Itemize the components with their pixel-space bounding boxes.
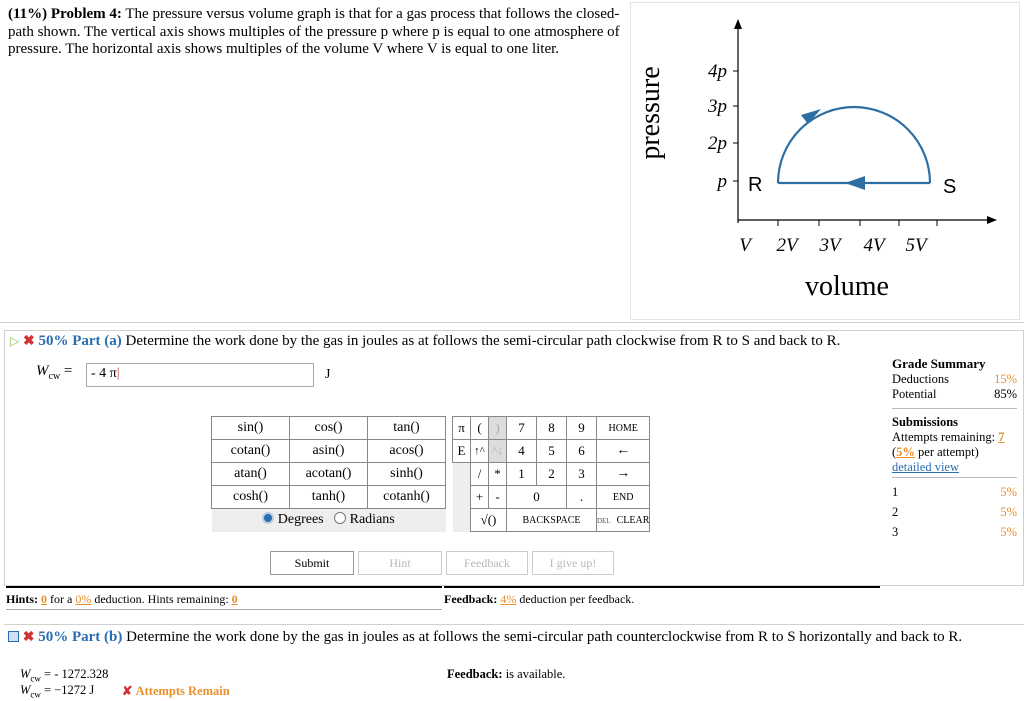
x-tick-label-5v: 5V: [905, 235, 927, 256]
part-a-percent: 50%: [38, 333, 69, 349]
part-b-answer-2-sub: cw: [30, 689, 41, 700]
key-clear-row: [597, 509, 650, 532]
key-7[interactable]: 7: [507, 417, 537, 440]
key-8[interactable]: 8: [537, 417, 567, 440]
attempts-remain-text: Attempts Remain: [135, 684, 230, 698]
detailed-view-link[interactable]: detailed view: [892, 460, 959, 474]
y-axis-title: pressure: [635, 66, 666, 160]
key-cos[interactable]: cos(): [290, 417, 368, 440]
key-rparen[interactable]: ): [489, 417, 507, 440]
collapse-icon[interactable]: [8, 631, 19, 642]
key-cotan[interactable]: cotan(): [212, 440, 290, 463]
part-a-header: [10, 333, 840, 350]
key-star[interactable]: *: [489, 463, 507, 486]
key-sin[interactable]: sin(): [212, 417, 290, 440]
per-attempt-open: (: [892, 445, 897, 459]
grade-summary-title: Grade Summary: [892, 356, 986, 371]
key-plus[interactable]: +: [471, 486, 489, 509]
key-sinh[interactable]: sinh(): [368, 463, 446, 486]
submission-pct-3: 5%: [1000, 525, 1017, 539]
left-arrow-icon[interactable]: ←: [597, 440, 650, 463]
key-home[interactable]: HOME: [597, 417, 650, 440]
right-arrow-icon[interactable]: →: [597, 463, 650, 486]
key-dot[interactable]: .: [567, 486, 597, 509]
part-b-feedback-text: is available.: [505, 667, 566, 681]
point-s-label: S: [943, 176, 957, 198]
part-b-answer-2-value: = −1272 J: [44, 683, 95, 697]
part-b-answer-1-var: W: [20, 667, 31, 681]
hint-button[interactable]: Hint: [358, 551, 442, 575]
x-axis-title: volume: [805, 271, 889, 302]
x-tick-label-3v: 3V: [819, 235, 841, 256]
per-attempt-pct: 5%: [896, 445, 915, 459]
radians-radio[interactable]: [334, 512, 346, 524]
feedback-line: [444, 586, 880, 610]
key-blank-2: [453, 486, 471, 509]
answer-label: [36, 363, 72, 382]
submission-num-2: 2: [892, 505, 899, 519]
key-e[interactable]: E: [453, 440, 471, 463]
submissions-title: Submissions: [892, 415, 959, 429]
key-minus[interactable]: -: [489, 486, 507, 509]
potential-value: 85%: [994, 387, 1017, 401]
angle-mode-row: [212, 509, 446, 532]
submission-pct-2: 5%: [1000, 505, 1017, 519]
key-up[interactable]: ↑^: [471, 440, 489, 463]
key-acotan[interactable]: acotan(): [290, 463, 368, 486]
part-b-feedback: [447, 667, 565, 682]
give-up-button[interactable]: I give up!: [532, 551, 614, 575]
wrong-x-icon: ✖: [22, 334, 35, 349]
part-b-answer-1: [20, 667, 108, 684]
line-arrowhead: [845, 176, 865, 190]
hints-deduction-text: deduction. Hints remaining:: [94, 592, 229, 606]
problem-percent: (11%): [8, 6, 48, 22]
key-0[interactable]: 0: [507, 486, 567, 509]
attempts-value: 7: [998, 430, 1005, 444]
problem-text: The pressure versus volume graph is that for a gas process that follows the closed-path shown. The vertical axis shows multiples of the pressure p where p is equal to one atmosphere of pressure. The horizontal axis shows multiples of the volume V where V is equal to one liter.: [8, 6, 620, 57]
submission-num-3: 3: [892, 525, 899, 539]
section-divider: [0, 322, 1024, 323]
key-clear[interactable]: CLEAR: [616, 514, 650, 526]
wrong-x-icon-b: ✖: [22, 630, 35, 645]
key-3[interactable]: 3: [567, 463, 597, 486]
part-b-percent: 50%: [38, 629, 69, 645]
part-b-answer-1-value: = - 1272.328: [44, 667, 109, 681]
key-4[interactable]: 4: [507, 440, 537, 463]
key-tan[interactable]: tan(): [368, 417, 446, 440]
key-sqrt[interactable]: √(): [471, 509, 507, 532]
key-9[interactable]: 9: [567, 417, 597, 440]
feedback-pct: 4%: [500, 592, 517, 606]
part-b-label: Part (b): [71, 629, 123, 645]
key-atan[interactable]: atan(): [212, 463, 290, 486]
pv-graph: [631, 3, 1021, 321]
deductions-label: Deductions: [892, 372, 949, 386]
hints-label: Hints:: [6, 592, 39, 606]
feedback-label: Feedback:: [444, 592, 498, 606]
problem-title: Problem 4:: [50, 6, 122, 22]
part-b-question: Determine the work done by the gas in joules as at follows the semi-circular path counterclockwise from R to S horizontally and back to R.: [126, 629, 963, 645]
answer-variable: W: [36, 363, 49, 379]
radians-label: Radians: [349, 512, 395, 528]
key-lparen[interactable]: (: [471, 417, 489, 440]
key-end[interactable]: END: [597, 486, 650, 509]
key-backspace[interactable]: BACKSPACE: [507, 509, 597, 532]
submission-num-1: 1: [892, 485, 899, 499]
numeric-keypad: [452, 416, 650, 532]
answer-subscript: cw: [48, 371, 61, 382]
answer-value: - 4 π: [91, 366, 117, 381]
attempts-label: Attempts remaining:: [892, 430, 996, 444]
part-b-feedback-label: Feedback:: [447, 667, 503, 681]
key-pi[interactable]: π: [453, 417, 471, 440]
key-down[interactable]: ^↓: [489, 440, 507, 463]
deductions-value: 15%: [994, 372, 1017, 386]
key-cosh[interactable]: cosh(): [212, 486, 290, 509]
key-5[interactable]: 5: [537, 440, 567, 463]
point-r-label: R: [748, 174, 763, 196]
key-tanh[interactable]: tanh(): [290, 486, 368, 509]
degrees-label: Degrees: [277, 512, 324, 528]
part-b-answer-2: [20, 683, 94, 700]
submission-pct-1: 5%: [1000, 485, 1017, 499]
part-a-question: Determine the work done by the gas in joules as at follows the semi-circular path clockwise from R to S and back to R.: [125, 333, 841, 349]
key-del[interactable]: DEL: [597, 516, 611, 525]
hints-for-a: for a: [50, 592, 73, 606]
x-tick-label-4v: 4V: [863, 235, 885, 256]
key-1[interactable]: 1: [507, 463, 537, 486]
key-blank: [453, 463, 471, 486]
key-6[interactable]: 6: [567, 440, 597, 463]
pv-graph-figure: [630, 2, 1020, 320]
degrees-radio[interactable]: [262, 512, 274, 524]
y-tick-label-3p: 3p: [708, 96, 727, 117]
y-axis-arrow: [734, 19, 742, 29]
y-tick-label-4p: 4p: [708, 61, 727, 82]
x-axis-arrow: [987, 216, 997, 224]
hints-count: 0: [41, 592, 48, 606]
part-b-answer-1-sub: cw: [30, 673, 41, 684]
function-keypad: [211, 416, 446, 532]
key-blank-3: [453, 509, 471, 532]
key-cotanh[interactable]: cotanh(): [368, 486, 446, 509]
y-tick-label-2p: 2p: [708, 133, 727, 154]
x-tick-label-2v: 2V: [776, 235, 798, 256]
key-2[interactable]: 2: [537, 463, 567, 486]
submit-button[interactable]: Submit: [270, 551, 354, 575]
answer-unit: J: [325, 367, 331, 382]
feedback-text: deduction per feedback.: [519, 592, 635, 606]
per-attempt-text: per attempt): [918, 445, 979, 459]
answer-equals: =: [63, 363, 73, 379]
potential-label: Potential: [892, 387, 937, 401]
answer-input[interactable]: - 4 π|: [86, 363, 314, 387]
part-b-header: [8, 628, 1018, 647]
semicircle-path: [778, 107, 930, 183]
hints-line: [6, 586, 442, 610]
feedback-button[interactable]: Feedback: [446, 551, 528, 575]
part-b-answer-2-var: W: [20, 683, 31, 697]
x-tick-label-v: V: [739, 235, 751, 256]
attempts-x-icon: ✘: [122, 684, 133, 698]
key-acos[interactable]: acos(): [368, 440, 446, 463]
key-slash[interactable]: /: [471, 463, 489, 486]
expand-triangle-icon[interactable]: ▷: [10, 334, 20, 348]
grade-summary: [892, 356, 1017, 542]
y-tick-label-p: p: [717, 171, 727, 192]
hints-remaining: 0: [231, 592, 238, 606]
hints-pct: 0%: [75, 592, 92, 606]
key-asin[interactable]: asin(): [290, 440, 368, 463]
attempts-remain: [122, 683, 230, 699]
part-a-label: Part (a): [72, 333, 122, 349]
problem-statement: [8, 6, 623, 59]
